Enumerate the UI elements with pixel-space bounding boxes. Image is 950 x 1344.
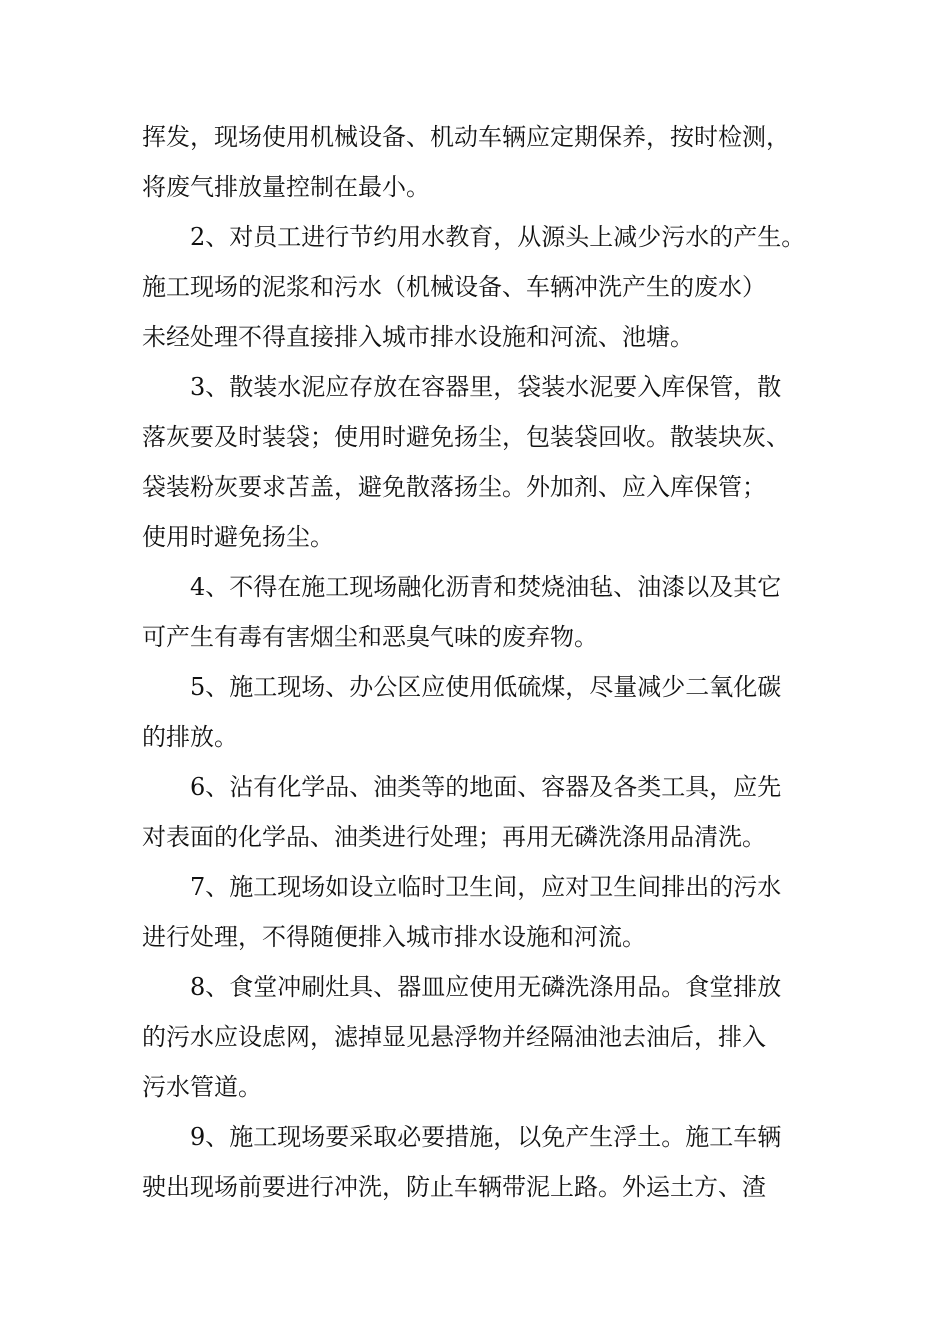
text-line: 将废气排放量控制在最小。 (142, 173, 430, 201)
text-line: 污水管道。 (142, 1073, 262, 1101)
text-line: 5、施工现场、办公区应使用低硫煤，尽量减少二氧化碳 (190, 673, 782, 701)
text-line: 4、不得在施工现场融化沥青和焚烧油毡、油漆以及其它 (190, 573, 782, 601)
text-line: 可产生有毒有害烟尘和恶臭气味的废弃物。 (142, 623, 598, 651)
text-line: 驶出现场前要进行冲洗，防止车辆带泥上路。外运土方、渣 (142, 1173, 766, 1201)
text-line: 对表面的化学品、油类进行处理；再用无磷洗涤用品清洗。 (142, 823, 766, 851)
text-line: 8、食堂冲刷灶具、器皿应使用无磷洗涤用品。食堂排放 (190, 973, 782, 1001)
text-line: 施工现场的泥浆和污水（机械设备、车辆冲洗产生的废水） (142, 273, 766, 301)
text-line: 9、施工现场要采取必要措施，以免产生浮土。施工车辆 (190, 1123, 782, 1151)
text-line: 未经处理不得直接排入城市排水设施和河流、池塘。 (142, 323, 694, 351)
document-body (142, 112, 842, 1212)
text-line: 6、沾有化学品、油类等的地面、容器及各类工具，应先 (190, 773, 782, 801)
text-line: 的污水应设虑网，滤掉显见悬浮物并经隔油池去油后，排入 (142, 1023, 766, 1051)
text-line: 使用时避免扬尘。 (142, 523, 334, 551)
text-line: 挥发，现场使用机械设备、机动车辆应定期保养，按时检测， (142, 123, 790, 151)
text-line: 袋装粉灰要求苫盖，避免散落扬尘。外加剂、应入库保管； (142, 473, 766, 501)
text-line: 进行处理，不得随便排入城市排水设施和河流。 (142, 923, 646, 951)
text-line: 的排放。 (142, 723, 238, 751)
text-line: 2、对员工进行节约用水教育，从源头上减少污水的产生。 (190, 223, 806, 251)
text-line: 落灰要及时装袋；使用时避免扬尘，包装袋回收。散装块灰、 (142, 423, 790, 451)
text-line: 3、散装水泥应存放在容器里，袋装水泥要入库保管，散 (190, 373, 782, 401)
text-line: 7、施工现场如设立临时卫生间，应对卫生间排出的污水 (190, 873, 782, 901)
